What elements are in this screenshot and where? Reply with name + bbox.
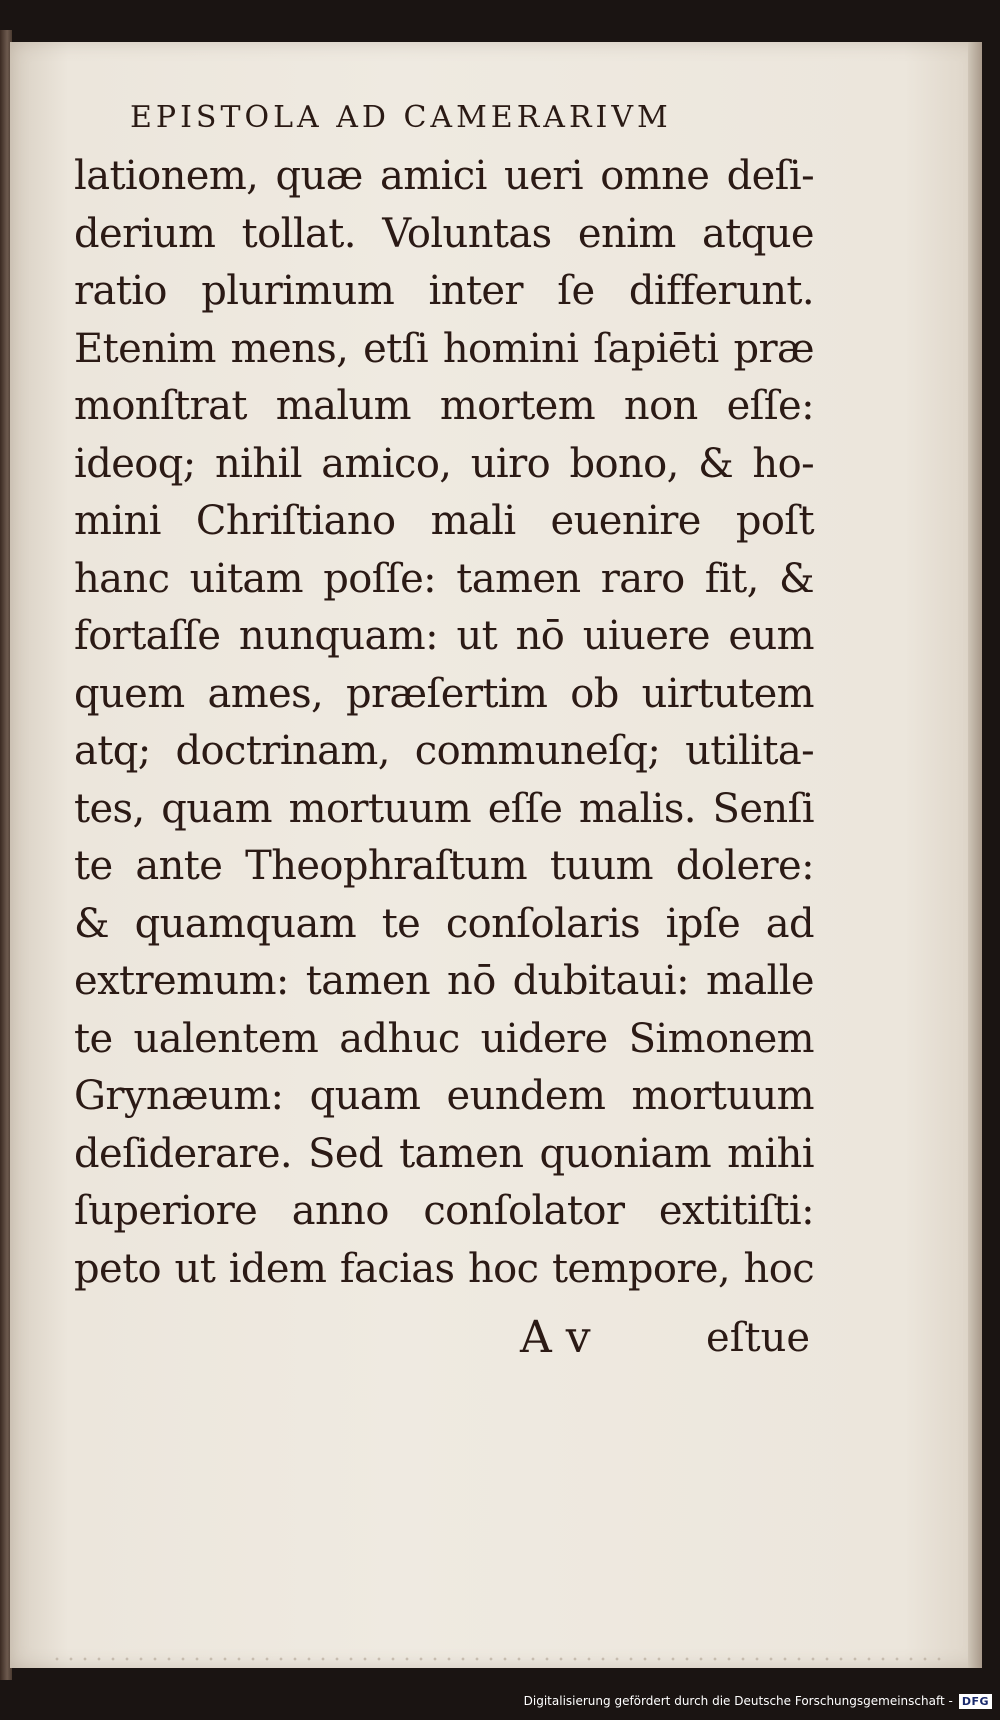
text-line: ideoq; nihil amico, uiro bono, & ho- [74,440,814,487]
text-line: extremum: tamen nō dubitaui: malle [74,958,814,1004]
dfg-logo-icon: DFG [959,1694,992,1709]
text-line: hanc uitam poſſe: tamen raro fit, & [74,555,814,602]
text-line: ratio plurimum inter ſe differunt. [74,268,814,314]
page-right-edge [968,42,982,1668]
text-line: atq; doctrinam, communeſq; utilita- [74,728,814,774]
text-line: te ante Theophraſtum tuum dolere: [74,843,814,889]
text-line: Grynæum: quam eundem mortuum [74,1073,814,1119]
digitization-credit [524,1684,992,1718]
text-line: peto ut idem facias hoc tempore, hoc [74,1245,814,1292]
signature-mark: A v [520,1312,591,1363]
text-line: mini Chriſtiano mali euenire poſt [74,498,814,544]
running-head: EPISTOLA AD CAMERARIVM [130,100,672,135]
body-text [74,148,814,1298]
text-line: fortaſſe nunquam: ut nō uiuere eum [74,613,814,659]
text-line: Etenim mens, etſi homini ſapiēti præ [74,325,814,372]
text-line: monſtrat malum mortem non eſſe: [74,383,814,429]
text-line: te ualentem adhuc uidere Simonem [74,1015,814,1062]
text-line: derium tollat. Voluntas enim atque [74,210,814,257]
page-foot [520,1308,810,1368]
text-line: tes, quam mortuum eſſe malis. Senſi [74,785,814,832]
text-line: deſiderare. Sed tamen quoniam mihi [74,1130,814,1177]
credit-text: Digitalisierung gefördert durch die Deutsche Forschungsgemeinschaft - [523,1694,953,1708]
text-line: & quamquam te conſolaris ipſe ad [74,900,814,947]
text-line: lationem, quæ amici ueri omne deſi- [74,153,814,199]
text-line: ſuperiore anno conſolator extitiſti: [74,1188,814,1234]
catchword: eſtue [706,1315,810,1361]
page-bottom-texture [50,1656,950,1662]
text-line: quem ames, præſertim ob uirtutem [74,670,814,717]
